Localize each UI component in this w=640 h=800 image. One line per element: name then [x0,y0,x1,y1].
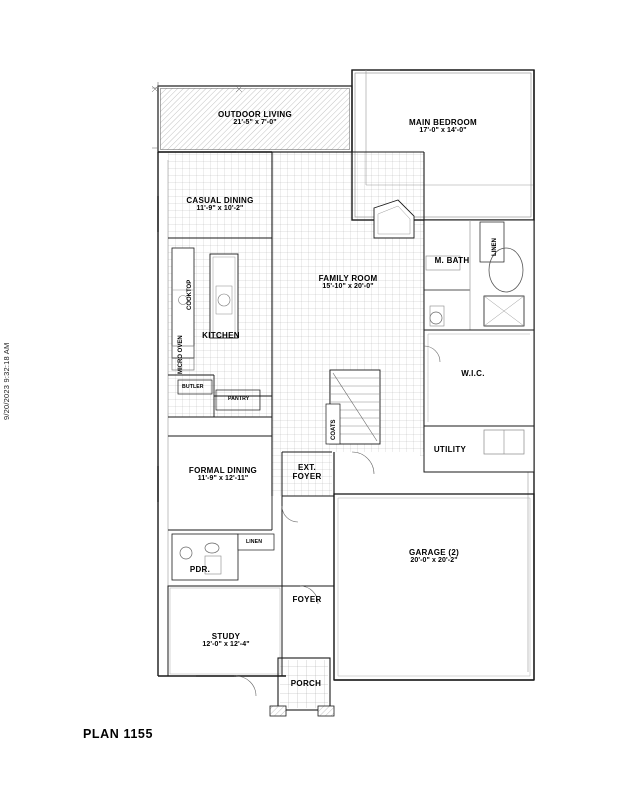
room-label-ext-foyer [283,463,331,482]
room-dimension: 17'-0" x 14'-0" [419,127,467,135]
label-micro-oven: MICRO OVEN [178,335,184,374]
room-name: PORCH [290,679,322,688]
room-dimension: 21'-5" x 7'-0" [233,119,277,127]
room-label-family-room [288,274,408,292]
room-label-wic [438,369,508,378]
room-name: MAIN BEDROOM [408,118,478,127]
room-label-study [186,632,266,650]
room-name: M. BATH [434,256,470,265]
room-name: W.I.C. [461,369,485,378]
label-butler: BUTLER [182,384,204,390]
room-name: PDR. [189,565,211,574]
room-dimension: 20'-0" x 20'-2" [410,557,458,565]
room-name: FORMAL DINING [188,466,258,475]
room-name: FOYER [292,595,322,604]
room-name: CASUAL DINING [186,196,254,205]
room-label-foyer [283,595,331,604]
room-name-line2: FOYER [292,472,322,482]
room-label-m-bath [424,256,480,265]
room-dimension: 15'-10" x 20'-0" [322,283,374,291]
room-label-outdoor-living [190,110,320,128]
date-stamp: 9/20/2023 9:32:18 AM [2,342,11,420]
label-coats: COATS [331,419,337,440]
room-label-kitchen [186,331,256,340]
room-dimension: 11'-9" x 10'-2" [196,205,244,213]
room-name: KITCHEN [202,331,240,340]
room-name: UTILITY [433,445,467,454]
label-linen-bath: LINEN [492,238,498,256]
room-label-garage [376,548,492,566]
label-pantry: PANTRY [228,396,250,402]
room-name: FAMILY ROOM [318,274,378,283]
room-name: STUDY [211,632,241,641]
room-label-pdr [180,565,220,574]
room-label-main-bedroom [378,118,508,136]
page-title: PLAN 1155 [83,727,154,741]
room-label-casual-dining [163,196,277,214]
room-name: GARAGE (2) [408,548,460,557]
room-dimension: 12'-0" x 12'-4" [202,641,250,649]
room-label-formal-dining [166,466,280,484]
label-linen-pdr: LINEN [246,539,263,545]
room-label-porch [284,679,328,688]
room-name: EXT. [297,463,317,472]
room-label-utility [420,445,480,454]
room-name: OUTDOOR LIVING [218,110,292,119]
room-dimension: 11'-9" x 12'-11" [197,475,249,483]
label-cooktop: COOKTOP [187,279,193,310]
